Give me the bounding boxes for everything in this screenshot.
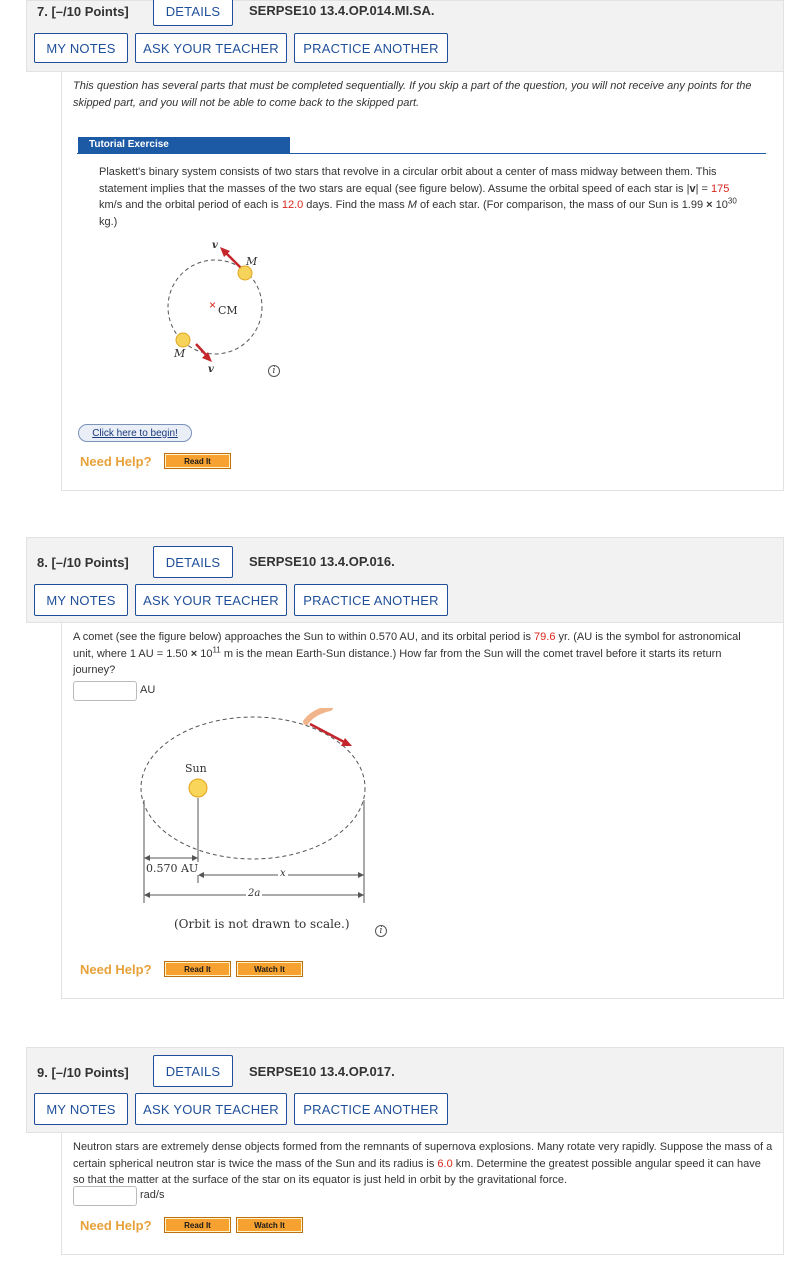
fig-label-v-top: v (212, 240, 218, 251)
q8-code: SERPSE10 13.4.OP.016. (249, 554, 395, 569)
q8-need-help: Need Help? (80, 962, 152, 977)
fig-label-cm: CM (218, 304, 238, 317)
q8-unit: AU (140, 684, 156, 696)
q9-details-button[interactable]: DETAILS (153, 1055, 233, 1087)
q8-info-icon[interactable]: i (375, 925, 387, 937)
q7-read-it-button[interactable]: Read It (164, 453, 231, 469)
q7-number: 7. [–/10 Points] (37, 4, 129, 19)
q7-my-notes-button[interactable]: MY NOTES (34, 33, 128, 63)
q8-read-it-button[interactable]: Read It (164, 961, 231, 977)
fig-label-m-top: M (246, 255, 258, 268)
tutorial-label: Tutorial Exercise (78, 137, 290, 153)
q8-my-notes-button[interactable]: MY NOTES (34, 584, 128, 616)
q9-read-it-button[interactable]: Read It (164, 1217, 231, 1233)
q7-notice: This question has several parts that must be completed sequentially. If you skip a part of the question, you will not receive any points for the skipped part, and you will not be able to come back to the skipped part. (73, 80, 752, 109)
q8-problem-text: A comet (see the figure below) approaches the Sun to within 0.570 AU, and its orbital period is 79.6 yr. (AU is the symbol for astronomical unit, where 1 AU = $1.50 \times 10^{11}$ m is the mean Earth-Sun distance.) How far from the Sun will the comet travel before it starts its return journey? (73, 631, 741, 676)
q8-watch-it-button[interactable]: Watch It (236, 961, 303, 977)
q9-radius-value: 6.0 (437, 1157, 453, 1170)
q8-ask-teacher-button[interactable]: ASK YOUR TEACHER (135, 584, 287, 616)
comet-orbit-figure (138, 708, 378, 908)
q7-ask-teacher-button[interactable]: ASK YOUR TEACHER (135, 33, 287, 63)
q8-practice-another-button[interactable]: PRACTICE ANOTHER (294, 584, 448, 616)
q8-period-value: 79.6 (534, 631, 556, 643)
q9-ask-teacher-button[interactable]: ASK YOUR TEACHER (135, 1093, 287, 1125)
q9-unit: rad/s (140, 1189, 165, 1201)
q7-speed-value: 175 (710, 182, 730, 195)
star-top (238, 266, 252, 280)
q7-info-icon[interactable]: i (268, 365, 280, 377)
fig-label-x: x (280, 868, 286, 879)
comet-velocity-arrow (310, 724, 346, 743)
q8-number: 8. [–/10 Points] (37, 555, 129, 570)
fig-label-distance: 0.570 AU (146, 862, 199, 875)
fig-label-sun: Sun (185, 762, 207, 775)
q8-answer-input[interactable] (73, 681, 137, 701)
fig-cm-marker: × (209, 298, 217, 312)
q9-problem-text: Neutron stars are extremely dense objects formed from the remnants of supernova explosions. Many rotate very rapidly. Suppose the mass of a certain spherical neutron star is twice the mass of the Sun and its radius is 6.0 km. Determine the greatest possible angular speed it can have so that the matter at the surface of the star on its equator is just held in orbit by the gravitational force. (73, 1141, 773, 1186)
q9-practice-another-button[interactable]: PRACTICE ANOTHER (294, 1093, 448, 1125)
q9-my-notes-button[interactable]: MY NOTES (34, 1093, 128, 1125)
fig-label-v-bottom: v (208, 364, 214, 375)
q7-need-help: Need Help? (80, 454, 152, 469)
fig-caption: (Orbit is not drawn to scale.) (174, 917, 350, 931)
q9-need-help: Need Help? (80, 1218, 152, 1233)
tutorial-rule (77, 153, 766, 154)
q8-details-button[interactable]: DETAILS (153, 546, 233, 578)
velocity-symbol: v (689, 182, 696, 195)
q9-watch-it-button[interactable]: Watch It (236, 1217, 303, 1233)
comet-tail (306, 708, 330, 722)
fig-label-m-bottom: M (174, 347, 186, 360)
q7-problem-text: Plaskett's binary system consists of two stars that revolve in a circular orbit about a center of mass midway between them. This statement implies that the masses of the two stars are equal (see figure below). Assume the orbital speed of each star is |v| = 175 km/s and the orbital period of each is 12.0 days. Find the mass M of each star. (For comparison, the mass of our Sun is $1.99 \times 10^{30}$ kg.) (99, 166, 737, 228)
q7-details-button[interactable]: DETAILS (153, 0, 233, 26)
q7-practice-another-button[interactable]: PRACTICE ANOTHER (294, 33, 448, 63)
q9-number: 9. [–/10 Points] (37, 1065, 129, 1080)
fig-label-2a: 2a (248, 888, 261, 899)
star-bottom (176, 333, 190, 347)
q9-answer-input[interactable] (73, 1186, 137, 1206)
sun-circle (189, 779, 207, 797)
comet-orbit (141, 717, 365, 859)
q7-period-value: 12.0 (281, 199, 304, 211)
q9-code: SERPSE10 13.4.OP.017. (249, 1064, 395, 1079)
begin-button[interactable]: Click here to begin! (78, 424, 192, 442)
q7-code: SERPSE10 13.4.OP.014.MI.SA. (249, 3, 435, 18)
